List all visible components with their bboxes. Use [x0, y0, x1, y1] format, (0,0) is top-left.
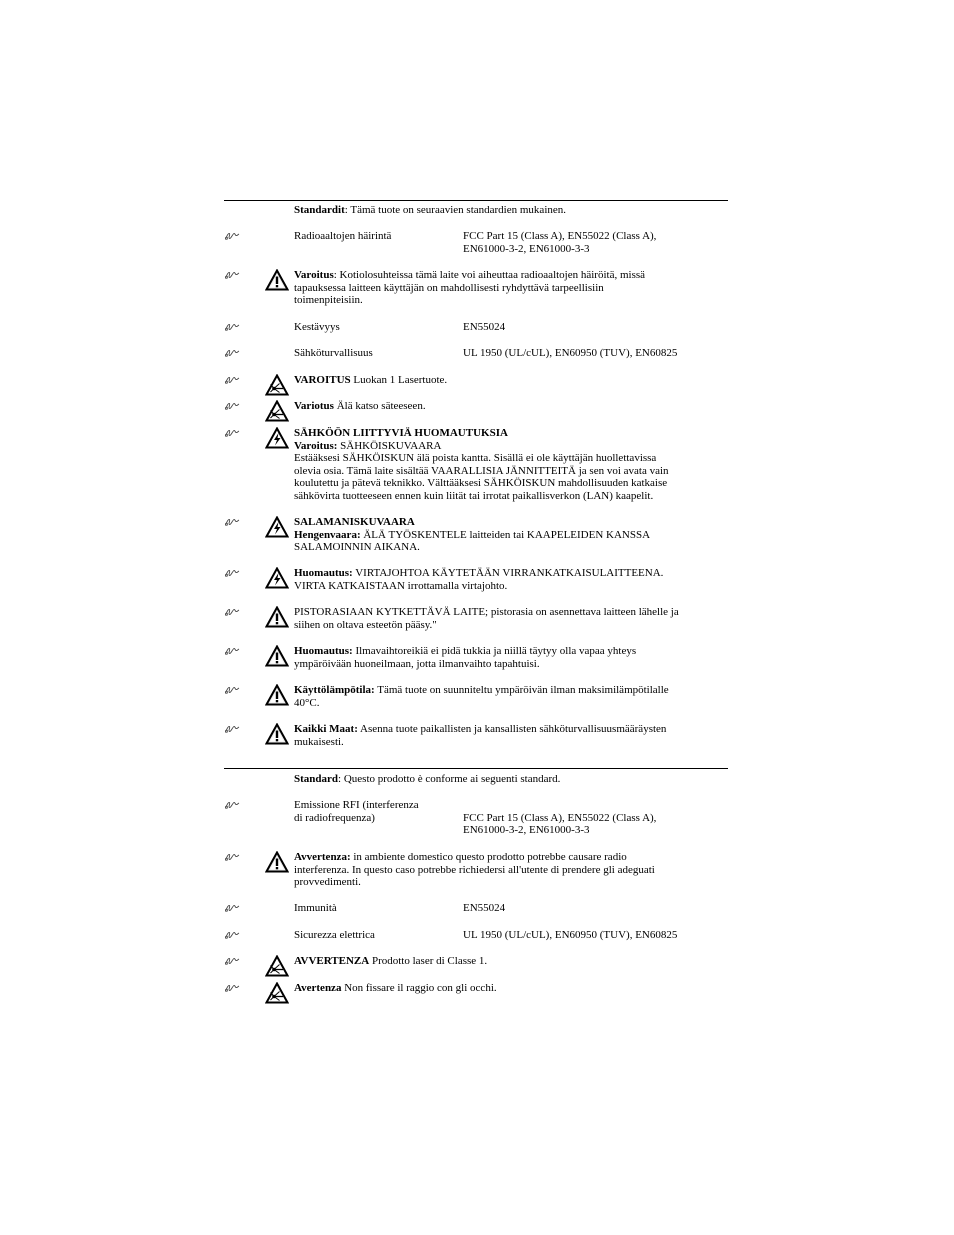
ventilation-text: Huomautus: Ilmavaihtoreikiä ei pidä tukkia ja niillä täytyy olla vapaa yhteys ympäröivään huoneilmaan, jotta ilmanvaihto tapahtuisi.	[294, 645, 637, 670]
warning-triangle-icon	[265, 684, 289, 706]
standards-text: : Questo prodotto è conforme ai seguenti standard.	[338, 773, 561, 785]
pen-bullet-icon	[224, 517, 240, 527]
socket-text: PISTORASIAAN KYTKETTÄVÄ LAITE; pistorasia on asennettava laitteen lähelle ja siihen on oltava esteetön pääsy."	[294, 606, 679, 631]
list-item-warning-it	[224, 851, 728, 888]
immunity-label: Immunità	[294, 902, 337, 914]
pen-bullet-icon	[224, 322, 240, 332]
pen-bullet-icon	[224, 646, 240, 656]
safety-label: Sicurezza elettrica	[294, 929, 375, 941]
pen-bullet-icon	[224, 607, 240, 617]
warning-triangle-icon	[265, 723, 289, 745]
list-item-laser1-it	[224, 955, 728, 985]
laser-warning-icon	[265, 955, 289, 977]
immunity-label: Kestävyys	[294, 321, 340, 333]
list-item-radio-it	[224, 799, 728, 836]
list-item-warning-fi	[224, 269, 728, 306]
pen-bullet-icon	[224, 375, 240, 385]
power-cord-text: Huomautus: VIRTAJOHTOA KÄYTETÄÄN VIRRANKATKAISULAITTEENA. VIRTA KATKAISTAAN irrottamalla virtajohto.	[294, 567, 664, 592]
safety-value: UL 1950 (UL/cUL), EN60950 (TUV), EN60825	[463, 347, 678, 359]
laser1-text: VAROITUS Luokan 1 Lasertuote.	[294, 374, 448, 386]
list-item-all-countries-fi	[224, 723, 728, 753]
pen-bullet-icon	[224, 685, 240, 695]
radio-value: FCC Part 15 (Class A), EN55022 (Class A), EN61000-3-2, EN61000-3-3	[463, 811, 657, 836]
pen-bullet-icon	[224, 983, 240, 993]
laser-warning-icon	[265, 374, 289, 396]
pen-bullet-icon	[224, 903, 240, 913]
pen-bullet-icon	[224, 852, 240, 862]
pen-bullet-icon	[224, 568, 240, 578]
pen-bullet-icon	[224, 428, 240, 438]
pen-bullet-icon	[224, 270, 240, 280]
warning-text: Varoitus: Kotiolosuhteissa tämä laite voi aiheuttaa radioaaltojen häiröitä, missä tapauksessa laitteen käyttäjän on mahdollisesti ryhdyttävä tarpeellisiin toimenpiteisiin.	[294, 269, 646, 306]
list-item-power-cord-fi	[224, 567, 728, 597]
list-item-temperature-fi	[224, 684, 728, 714]
pen-bullet-icon	[224, 348, 240, 358]
list-item-radio-fi	[224, 230, 728, 260]
warning-triangle-icon	[265, 606, 289, 628]
laser1-text: AVVERTENZA Prodotto laser di Classe 1.	[294, 955, 488, 967]
laser2-text: Variotus Älä katso säteeseen.	[294, 400, 426, 412]
warning-triangle-icon	[265, 851, 289, 873]
list-item-safety-fi	[224, 347, 728, 377]
all-countries-text: Kaikki Maat: Asenna tuote paikallisten ja kansallisten sähköturvallisuusmääräysten mukaisesti.	[294, 723, 667, 748]
safety-label: Sähköturvallisuus	[294, 347, 373, 359]
pen-bullet-icon	[224, 800, 240, 810]
radio-label: Radioaaltojen häirintä	[294, 230, 392, 242]
warning-triangle-icon	[265, 269, 289, 291]
laser-warning-icon	[265, 400, 289, 422]
list-item-immunity-it	[224, 902, 728, 932]
warning-text: Avvertenza: in ambiente domestico questo prodotto potrebbe causare radio interferenza. In questo caso potrebbe richiedersi all'utente di prendere gli adeguati provvedimenti.	[294, 851, 655, 888]
standards-intro-fi	[294, 204, 728, 217]
pen-bullet-icon	[224, 956, 240, 966]
standards-label: Standardit	[294, 204, 345, 216]
list-item-socket-fi	[224, 606, 728, 636]
electric-shock-icon	[265, 427, 289, 449]
radio-value: FCC Part 15 (Class A), EN55022 (Class A), EN61000-3-2, EN61000-3-3	[463, 230, 657, 255]
pen-bullet-icon	[224, 724, 240, 734]
immunity-value: EN55024	[463, 902, 506, 914]
pen-bullet-icon	[224, 231, 240, 241]
standards-label: Standard	[294, 773, 339, 785]
laser-warning-icon	[265, 982, 289, 1004]
temperature-text: Käyttölämpötila: Tämä tuote on suunniteltu ympäröivän ilman maksimilämpötilalle 40°C.	[294, 684, 669, 709]
list-item-laser2-it	[224, 982, 728, 1012]
list-item-ventilation-fi	[224, 645, 728, 675]
standards-text: : Tämä tuote on seuraavien standardien mukainen.	[344, 204, 567, 216]
lightning-icon	[265, 516, 289, 538]
list-item-electric-fi	[224, 427, 728, 502]
electric-shock-icon	[265, 567, 289, 589]
immunity-value: EN55024	[463, 321, 506, 333]
list-item-lightning-fi	[224, 516, 728, 553]
lightning-text: SALAMANISKUVAARA Hengenvaara: ÄLÄ TYÖSKENTELE laitteiden tai KAAPELEIDEN KANSSA SALAMOINNIN AIKANA.	[294, 516, 651, 553]
electric-text: SÄHKÖÖN LIITTYVIÄ HUOMAUTUKSIA Varoitus: SÄHKÖISKUVAARA Estääksesi SÄHKÖISKUN älä poista kantta. Sisällä ei ole käyttäjän huollettavissa olevia osia. Tämä laite sisältää VAARALLISIA JÄNNITTEITÄ ja sen voi avata vain koulutettu ja pätevä teknikko. Välttääksesi SÄHKÖISKUN mahdollisuuden katkaise sähkövirta tuotteeseen ennen kuin liität tai irrotat paikallisverkon (LAN) kaapelit.	[294, 427, 669, 502]
pen-bullet-icon	[224, 401, 240, 411]
radio-label: Emissione RFI (interferenza di radiofrequenza)	[294, 799, 419, 824]
warning-triangle-icon	[265, 645, 289, 667]
list-item-laser2-fi	[224, 400, 728, 430]
section-divider-italian	[224, 768, 728, 769]
pen-bullet-icon	[224, 930, 240, 940]
laser2-text: Avertenza Non fissare il raggio con gli occhi.	[294, 982, 497, 994]
section-divider-finnish	[224, 200, 728, 201]
standards-intro-it	[294, 773, 728, 786]
safety-value: UL 1950 (UL/cUL), EN60950 (TUV), EN60825	[463, 929, 678, 941]
